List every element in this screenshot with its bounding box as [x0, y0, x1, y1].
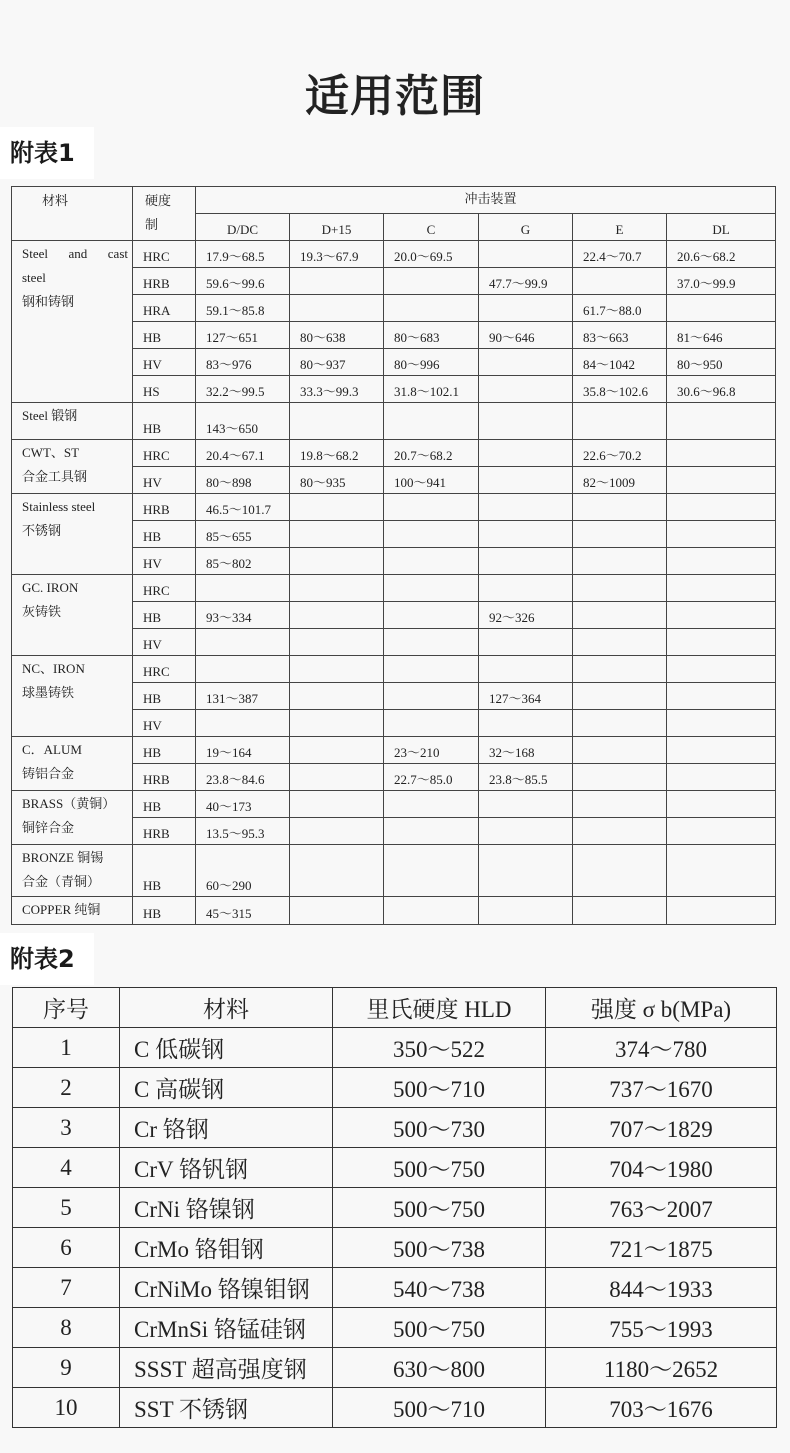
range-cell	[573, 845, 667, 897]
range-cell: 19～164	[196, 737, 290, 764]
range-cell	[196, 710, 290, 737]
header-hardness-scale-line1: 硬度	[145, 193, 172, 208]
range-cell: 80～638	[290, 322, 384, 349]
range-cell	[667, 629, 776, 656]
range-cell: 33.3～99.3	[290, 376, 384, 403]
range-cell: 85～802	[196, 548, 290, 575]
material-line: steel	[22, 270, 46, 285]
range-cell: 46.5～101.7	[196, 494, 290, 521]
hld-cell: 500～738	[333, 1228, 546, 1268]
range-cell: 19.3～67.9	[290, 241, 384, 268]
range-cell: 83～663	[573, 322, 667, 349]
range-cell: 30.6～96.8	[667, 376, 776, 403]
table-row	[12, 494, 776, 521]
material-line: CWT、ST	[22, 445, 80, 460]
header-device: E	[573, 214, 667, 241]
hld-strength-table	[12, 987, 777, 1428]
range-cell	[384, 845, 479, 897]
hardness-scale-cell: HRA	[133, 295, 196, 322]
range-cell	[384, 897, 479, 925]
index-cell: 7	[13, 1268, 120, 1308]
range-cell: 80～898	[196, 467, 290, 494]
material-cell	[12, 791, 133, 845]
range-cell	[667, 521, 776, 548]
strength-cell: 374～780	[546, 1028, 777, 1068]
material-line: Stainless steel	[22, 499, 96, 514]
range-cell	[196, 575, 290, 602]
strength-cell: 844～1933	[546, 1268, 777, 1308]
range-cell	[290, 295, 384, 322]
range-cell: 23～210	[384, 737, 479, 764]
range-cell	[290, 791, 384, 818]
index-cell: 8	[13, 1308, 120, 1348]
table-row	[12, 440, 776, 467]
material-cell	[12, 403, 133, 440]
range-cell: 31.8～102.1	[384, 376, 479, 403]
hardness-range-table	[11, 186, 776, 925]
material-cell	[12, 440, 133, 494]
material-cell	[12, 575, 133, 656]
hld-cell: 500～750	[333, 1148, 546, 1188]
range-cell	[479, 440, 573, 467]
range-cell	[573, 897, 667, 925]
range-cell	[290, 683, 384, 710]
range-cell: 59.1～85.8	[196, 295, 290, 322]
header-device: G	[479, 214, 573, 241]
range-cell	[384, 683, 479, 710]
header-hardness-scale-line2: 制	[145, 217, 159, 232]
range-cell: 60～290	[196, 845, 290, 897]
range-cell	[479, 376, 573, 403]
table-row	[12, 737, 776, 764]
hardness-scale-cell: HRC	[133, 241, 196, 268]
material-cell	[12, 737, 133, 791]
material-cell: CrMo 铬钼钢	[120, 1228, 333, 1268]
range-cell	[384, 548, 479, 575]
range-cell	[573, 403, 667, 440]
range-cell	[573, 629, 667, 656]
material-line: Steel 锻钢	[22, 408, 78, 423]
header-material: 材料	[12, 187, 133, 241]
range-cell: 35.8～102.6	[573, 376, 667, 403]
range-cell	[479, 818, 573, 845]
range-cell	[667, 818, 776, 845]
range-cell	[384, 295, 479, 322]
material-line: 合金（青铜）	[22, 874, 101, 889]
range-cell: 83～976	[196, 349, 290, 376]
hardness-scale-cell: HB	[133, 602, 196, 629]
range-cell	[290, 575, 384, 602]
material-line: COPPER 纯铜	[22, 902, 101, 917]
range-cell: 143～650	[196, 403, 290, 440]
range-cell	[290, 268, 384, 295]
material-cell: C 低碳钢	[120, 1028, 333, 1068]
range-cell	[479, 791, 573, 818]
header-impact-device: 冲击装置	[196, 187, 776, 214]
range-cell: 100～941	[384, 467, 479, 494]
index-cell: 2	[13, 1068, 120, 1108]
range-cell	[573, 656, 667, 683]
hld-cell: 500～750	[333, 1308, 546, 1348]
range-cell	[573, 818, 667, 845]
hardness-scale-cell: HV	[133, 349, 196, 376]
table-row	[13, 1388, 777, 1428]
range-cell	[479, 494, 573, 521]
range-cell	[573, 683, 667, 710]
header-device: DL	[667, 214, 776, 241]
range-cell	[667, 791, 776, 818]
hardness-scale-cell: HB	[133, 521, 196, 548]
range-cell	[290, 494, 384, 521]
range-cell	[290, 521, 384, 548]
range-cell	[290, 737, 384, 764]
range-cell	[290, 403, 384, 440]
table1-label: 附表1	[0, 127, 94, 179]
table2-header: 序号	[13, 988, 120, 1028]
range-cell	[479, 629, 573, 656]
range-cell: 22.4～70.7	[573, 241, 667, 268]
material-line: 不锈钢	[22, 523, 62, 538]
header-device: D+15	[290, 214, 384, 241]
range-cell	[479, 710, 573, 737]
material-line: C．ALUM	[22, 742, 82, 757]
hardness-scale-cell: HRB	[133, 494, 196, 521]
material-line: 铸铝合金	[22, 766, 75, 781]
table-row	[13, 1268, 777, 1308]
table-row	[12, 403, 776, 440]
strength-cell: 737～1670	[546, 1068, 777, 1108]
hld-cell: 500～710	[333, 1068, 546, 1108]
range-cell	[290, 602, 384, 629]
material-line: BRASS（黄铜）	[22, 796, 116, 811]
hld-cell: 500～730	[333, 1108, 546, 1148]
hld-cell: 500～750	[333, 1188, 546, 1228]
range-cell	[573, 548, 667, 575]
table-row	[13, 1068, 777, 1108]
table-row	[13, 1108, 777, 1148]
range-cell	[384, 575, 479, 602]
hardness-scale-cell: HS	[133, 376, 196, 403]
table-row	[13, 1308, 777, 1348]
table-row	[12, 241, 776, 268]
range-cell	[290, 629, 384, 656]
table-row	[12, 575, 776, 602]
range-cell	[667, 548, 776, 575]
range-cell: 20.6～68.2	[667, 241, 776, 268]
range-cell	[384, 494, 479, 521]
material-cell	[12, 241, 133, 403]
range-cell	[667, 403, 776, 440]
material-cell	[12, 845, 133, 897]
range-cell	[479, 467, 573, 494]
hardness-scale-cell: HV	[133, 548, 196, 575]
range-cell	[573, 268, 667, 295]
range-cell	[384, 268, 479, 295]
hardness-scale-cell: HB	[133, 737, 196, 764]
range-cell	[384, 818, 479, 845]
material-cell	[12, 656, 133, 737]
range-cell	[290, 818, 384, 845]
range-cell	[384, 710, 479, 737]
range-cell: 84～1042	[573, 349, 667, 376]
range-cell: 17.9～68.5	[196, 241, 290, 268]
strength-cell: 703～1676	[546, 1388, 777, 1428]
table-row	[13, 1028, 777, 1068]
material-cell: SSST 超高强度钢	[120, 1348, 333, 1388]
range-cell	[573, 791, 667, 818]
range-cell	[290, 845, 384, 897]
hld-cell: 540～738	[333, 1268, 546, 1308]
material-line: 铜锌合金	[22, 820, 75, 835]
material-line: 钢和铸钢	[22, 294, 75, 309]
range-cell: 80～935	[290, 467, 384, 494]
table-row	[12, 845, 776, 897]
hardness-scale-cell: HRC	[133, 575, 196, 602]
range-cell	[384, 791, 479, 818]
hardness-scale-cell: HRB	[133, 764, 196, 791]
table-row	[12, 791, 776, 818]
range-cell: 85～655	[196, 521, 290, 548]
material-line: 灰铸铁	[22, 604, 62, 619]
hardness-scale-cell: HV	[133, 710, 196, 737]
range-cell: 20.7～68.2	[384, 440, 479, 467]
page-title: 适用范围	[305, 71, 485, 122]
range-cell: 13.5～95.3	[196, 818, 290, 845]
range-cell	[290, 764, 384, 791]
hld-cell: 350～522	[333, 1028, 546, 1068]
material-cell: CrMnSi 铬锰硅钢	[120, 1308, 333, 1348]
range-cell: 127～651	[196, 322, 290, 349]
hardness-scale-cell: HB	[133, 897, 196, 925]
table2-header: 材料	[120, 988, 333, 1028]
index-cell: 1	[13, 1028, 120, 1068]
range-cell	[479, 241, 573, 268]
hardness-scale-cell: HRB	[133, 818, 196, 845]
range-cell	[384, 602, 479, 629]
table-row	[13, 1148, 777, 1188]
index-cell: 4	[13, 1148, 120, 1188]
material-cell: Cr 铬钢	[120, 1108, 333, 1148]
material-line: 合金工具钢	[22, 469, 88, 484]
range-cell	[573, 575, 667, 602]
range-cell	[479, 349, 573, 376]
index-cell: 3	[13, 1108, 120, 1148]
range-cell	[667, 897, 776, 925]
hardness-scale-cell: HB	[133, 791, 196, 818]
range-cell: 47.7～99.9	[479, 268, 573, 295]
range-cell: 131～387	[196, 683, 290, 710]
range-cell: 82～1009	[573, 467, 667, 494]
strength-cell: 704～1980	[546, 1148, 777, 1188]
material-line: NC、IRON	[22, 661, 85, 676]
header-device: D/DC	[196, 214, 290, 241]
range-cell	[479, 845, 573, 897]
material-line: BRONZE 铜锡	[22, 850, 104, 865]
range-cell	[196, 656, 290, 683]
range-cell	[479, 548, 573, 575]
range-cell: 59.6～99.6	[196, 268, 290, 295]
strength-cell: 1180～2652	[546, 1348, 777, 1388]
range-cell: 23.8～85.5	[479, 764, 573, 791]
hld-cell: 500～710	[333, 1388, 546, 1428]
strength-cell: 755～1993	[546, 1308, 777, 1348]
hardness-scale-cell: HRC	[133, 656, 196, 683]
range-cell: 23.8～84.6	[196, 764, 290, 791]
range-cell	[573, 764, 667, 791]
material-cell: CrNi 铬镍钢	[120, 1188, 333, 1228]
range-cell: 45～315	[196, 897, 290, 925]
range-cell: 80～683	[384, 322, 479, 349]
range-cell	[290, 656, 384, 683]
index-cell: 5	[13, 1188, 120, 1228]
range-cell	[290, 548, 384, 575]
table2-header: 里氏硬度 HLD	[333, 988, 546, 1028]
range-cell	[667, 683, 776, 710]
range-cell	[384, 403, 479, 440]
hardness-scale-cell: HB	[133, 403, 196, 440]
range-cell	[667, 845, 776, 897]
range-cell: 93～334	[196, 602, 290, 629]
hardness-scale-cell: HRB	[133, 268, 196, 295]
index-cell: 6	[13, 1228, 120, 1268]
hardness-scale-cell: HB	[133, 845, 196, 897]
table-row	[12, 656, 776, 683]
range-cell: 22.6～70.2	[573, 440, 667, 467]
range-cell	[384, 656, 479, 683]
range-cell	[573, 710, 667, 737]
material-cell: SST 不锈钢	[120, 1388, 333, 1428]
range-cell	[667, 710, 776, 737]
material-line: Steel and cast	[22, 246, 128, 261]
range-cell	[667, 737, 776, 764]
range-cell	[479, 295, 573, 322]
material-cell	[12, 494, 133, 575]
range-cell: 20.4～67.1	[196, 440, 290, 467]
range-cell	[479, 575, 573, 602]
table-row	[12, 897, 776, 925]
range-cell: 80～996	[384, 349, 479, 376]
range-cell: 92～326	[479, 602, 573, 629]
material-line: GC. IRON	[22, 580, 79, 595]
range-cell	[573, 494, 667, 521]
range-cell: 19.8～68.2	[290, 440, 384, 467]
hardness-scale-cell: HRC	[133, 440, 196, 467]
range-cell	[479, 403, 573, 440]
header-device: C	[384, 214, 479, 241]
table-row	[13, 1348, 777, 1388]
range-cell: 81～646	[667, 322, 776, 349]
range-cell: 32～168	[479, 737, 573, 764]
strength-cell: 707～1829	[546, 1108, 777, 1148]
range-cell	[479, 521, 573, 548]
hardness-scale-cell: HB	[133, 322, 196, 349]
material-cell	[12, 897, 133, 925]
table2-label: 附表2	[0, 933, 94, 985]
material-cell: CrNiMo 铬镍钼钢	[120, 1268, 333, 1308]
range-cell	[384, 521, 479, 548]
range-cell	[196, 629, 290, 656]
range-cell: 40～173	[196, 791, 290, 818]
range-cell	[573, 602, 667, 629]
table2-header: 强度 σ b(MPa)	[546, 988, 777, 1028]
hld-cell: 630～800	[333, 1348, 546, 1388]
range-cell	[290, 710, 384, 737]
strength-cell: 763～2007	[546, 1188, 777, 1228]
range-cell	[667, 440, 776, 467]
material-cell: CrV 铬钒钢	[120, 1148, 333, 1188]
hardness-scale-cell: HV	[133, 629, 196, 656]
material-line: 球墨铸铁	[22, 685, 75, 700]
range-cell	[667, 764, 776, 791]
header-hardness-scale	[133, 187, 196, 241]
range-cell	[667, 656, 776, 683]
index-cell: 9	[13, 1348, 120, 1388]
range-cell	[384, 629, 479, 656]
range-cell	[479, 897, 573, 925]
range-cell: 127～364	[479, 683, 573, 710]
range-cell	[290, 897, 384, 925]
material-cell: C 高碳钢	[120, 1068, 333, 1108]
range-cell	[667, 602, 776, 629]
range-cell: 32.2～99.5	[196, 376, 290, 403]
range-cell	[667, 494, 776, 521]
range-cell: 61.7～88.0	[573, 295, 667, 322]
range-cell: 20.0～69.5	[384, 241, 479, 268]
range-cell: 22.7～85.0	[384, 764, 479, 791]
range-cell	[667, 467, 776, 494]
table-row	[13, 1188, 777, 1228]
table-row	[13, 1228, 777, 1268]
hardness-scale-cell: HB	[133, 683, 196, 710]
range-cell	[479, 656, 573, 683]
range-cell	[667, 575, 776, 602]
range-cell: 80～937	[290, 349, 384, 376]
range-cell	[573, 521, 667, 548]
range-cell: 80～950	[667, 349, 776, 376]
range-cell	[573, 737, 667, 764]
strength-cell: 721～1875	[546, 1228, 777, 1268]
range-cell	[667, 295, 776, 322]
hardness-scale-cell: HV	[133, 467, 196, 494]
range-cell: 90～646	[479, 322, 573, 349]
index-cell: 10	[13, 1388, 120, 1428]
range-cell: 37.0～99.9	[667, 268, 776, 295]
